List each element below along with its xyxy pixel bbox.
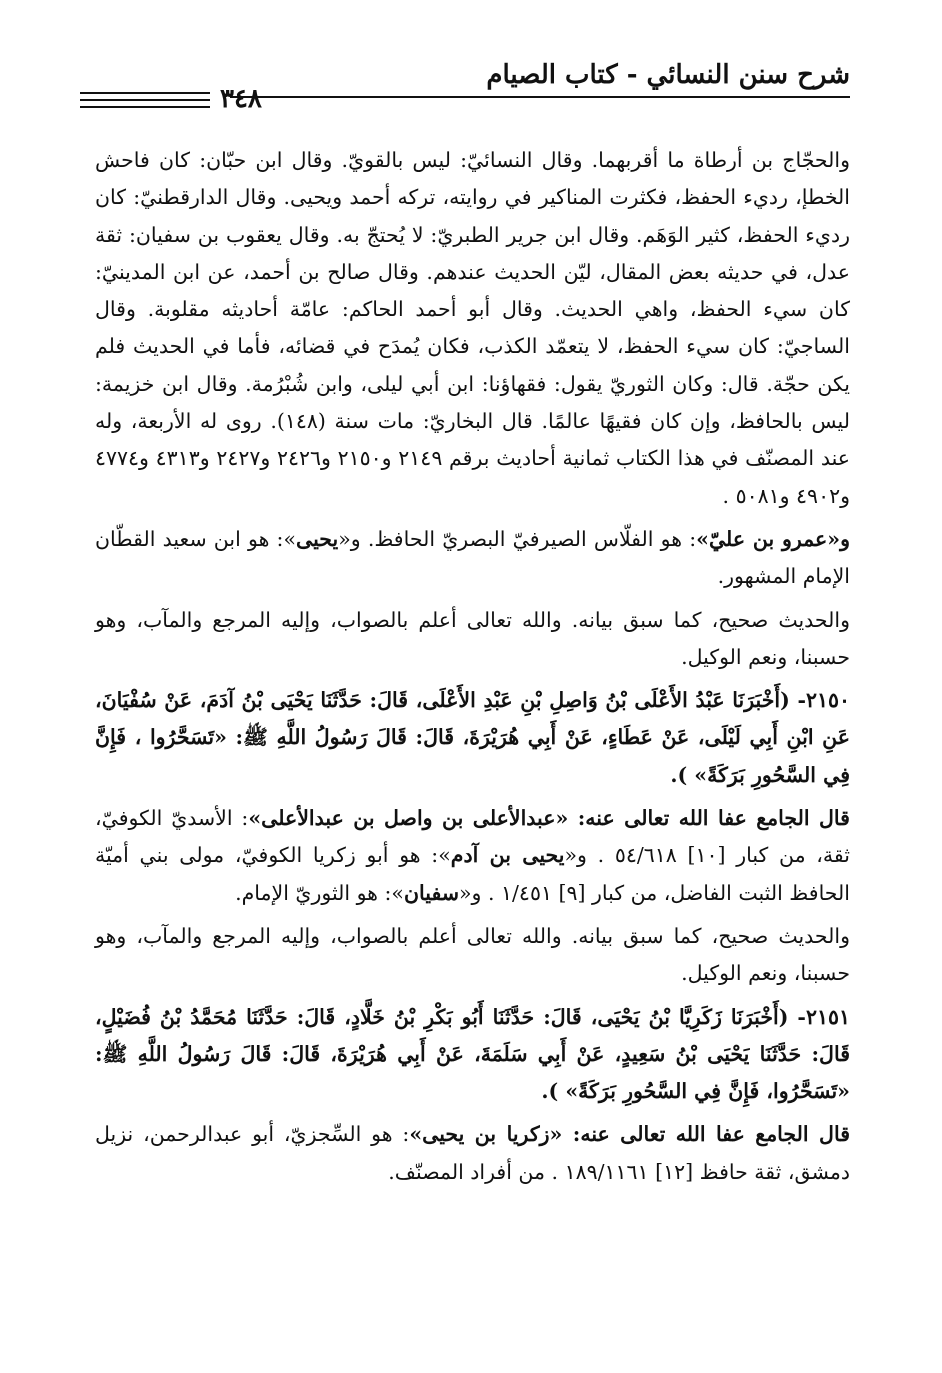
commentary-lead: قال الجامع عفا الله تعالى عنه: «عبدالأعلى بن واصل بن عبدالأعلى» [248,806,850,831]
narrator-name: سفيان [403,880,460,905]
narrator-name: و«عمرو بن عليّ» [696,526,850,551]
page-body [95,142,850,1197]
paragraph: والحديث صحيح، كما سبق بيانه. والله تعالى أعلم بالصواب، وإليه المرجع والمآب، وهو حسبنا، ونعم الوكيل. [95,607,850,669]
running-title: شرح سنن النسائي - كتاب الصيام [486,60,850,90]
page-number: ٣٤٨ [220,84,262,114]
paragraph: و«عمرو بن عليّ»: هو الفلّاس الصيرفيّ البصريّ الحافظ. و«يحيى»: هو ابن سعيد القطّان الإمام المشهور. [95,526,850,589]
paragraph: والحجّاج بن أرطاة ما أقربهما. وقال النسائيّ: ليس بالقويّ. وقال ابن حبّان: كان فاحش الخطإ، رديء الحفظ، فكثرت المناكير في روايته، تركه أحمد ويحيى. وقال الدارقطنيّ: كان رديء الحفظ، كثير الوَهَم. وقال ابن جرير الطبريّ: لا يُحتجّ به. وقال يعقوب بن سفيان: ثقة عدل، في حديثه بعض المقال، ليّن الحديث عندهم. وقال صالح بن أحمد، عن ابن المدينيّ: كان سيء الحفظ، واهي الحديث. وقال أبو أحمد الحاكم: عامّة أحاديثه مقلوبة. وقال الساجيّ: كان سيء الحفظ، لا يتعمّد الكذب، فكان يُمدَح في قضائه، فأما في الحديث فلم يكن حجّة. قال: وكان الثوريّ يقول: فقهاؤنا: ابن أبي ليلى، وابن شُبْرُمة. وقال ابن خزيمة: ليس بالحافظ، وإن كان فقيهًا عالمًا. قال البخاريّ: مات سنة (١٤٨). روى له الأربعة، وله عند المصنّف في هذا الكتاب ثمانية أحاديث برقم ٢١٤٩ و٢١٥٠ و٢٤٢٦ و٢٤٢٧ و٤٣١٣ و٤٧٧٤ و٤٩٠٢ و٥٠٨١ . [95,148,850,508]
narrator-name: يحيى [296,526,339,551]
paragraph: قال الجامع عفا الله تعالى عنه: «زكريا بن يحيى»: هو السِّجزيّ، أبو عبدالرحمن، نزيل دمشق، ثقة حافظ [١٢] ١٨٩/١١٦١ . من أفراد المصنّف. [95,1122,850,1184]
narrator-name: يحيى بن آدم [450,843,565,868]
paragraph: قال الجامع عفا الله تعالى عنه: «عبدالأعلى بن واصل بن عبدالأعلى»: الأسديّ الكوفيّ، ثقة، من كبار [١٠] ٥٤/٦١٨ . و«يحيى بن آدم»: هو أبو زكريا الكوفيّ، مولى بني أميّة الحافظ الثبت الفاضل، من كبار [٩] ١/٤٥١ . و«سفيان»: هو الثوريّ الإمام. [95,806,850,905]
page-header [80,58,850,118]
page-number-ornament [80,82,210,110]
hadith-text: ٢١٥١- (أَخْبَرَنَا زَكَرِيَّا بْنُ يَحْيَى، قَالَ: حَدَّثَنَا أَبُو بَكْرِ بْنُ خَلَّادٍ، قَالَ: حَدَّثَنَا مُحَمَّدُ بْنُ فُضَيْلٍ، قَالَ: حَدَّثَنَا يَحْيَى بْنُ سَعِيدٍ، عَنْ أَبِي سَلَمَةَ، عَنْ أَبِي هُرَيْرَةَ، قَالَ: قَالَ رَسُولُ اللَّهِ ﷺ: «تَسَحَّرُوا، فَإِنَّ فِي السَّحُورِ بَرَكَةً» ). [95,1004,850,1104]
commentary-lead: قال الجامع عفا الله تعالى عنه: «زكريا بن يحيى» [409,1122,850,1147]
hadith-text: ٢١٥٠- (أَخْبَرَنَا عَبْدُ الأَعْلَى بْنُ وَاصِلِ بْنِ عَبْدِ الأَعْلَى، قَالَ: حَدَّثَنَا يَحْيَى بْنُ آدَمَ، عَنْ سُفْيَانَ، عَنِ ابْنِ أَبِي لَيْلَى، عَنْ عَطَاءٍ، عَنْ أَبِي هُرَيْرَةَ، قَالَ: قَالَ رَسُولُ اللَّهِ ﷺ: «تَسَحَّرُوا ، فَإِنَّ فِي السَّحُورِ بَرَكَةً» ). [95,688,850,787]
paragraph: والحديث صحيح، كما سبق بيانه. والله تعالى أعلم بالصواب، وإليه المرجع والمآب، وهو حسبنا، ونعم الوكيل. [95,923,850,986]
header-rule [230,96,850,98]
